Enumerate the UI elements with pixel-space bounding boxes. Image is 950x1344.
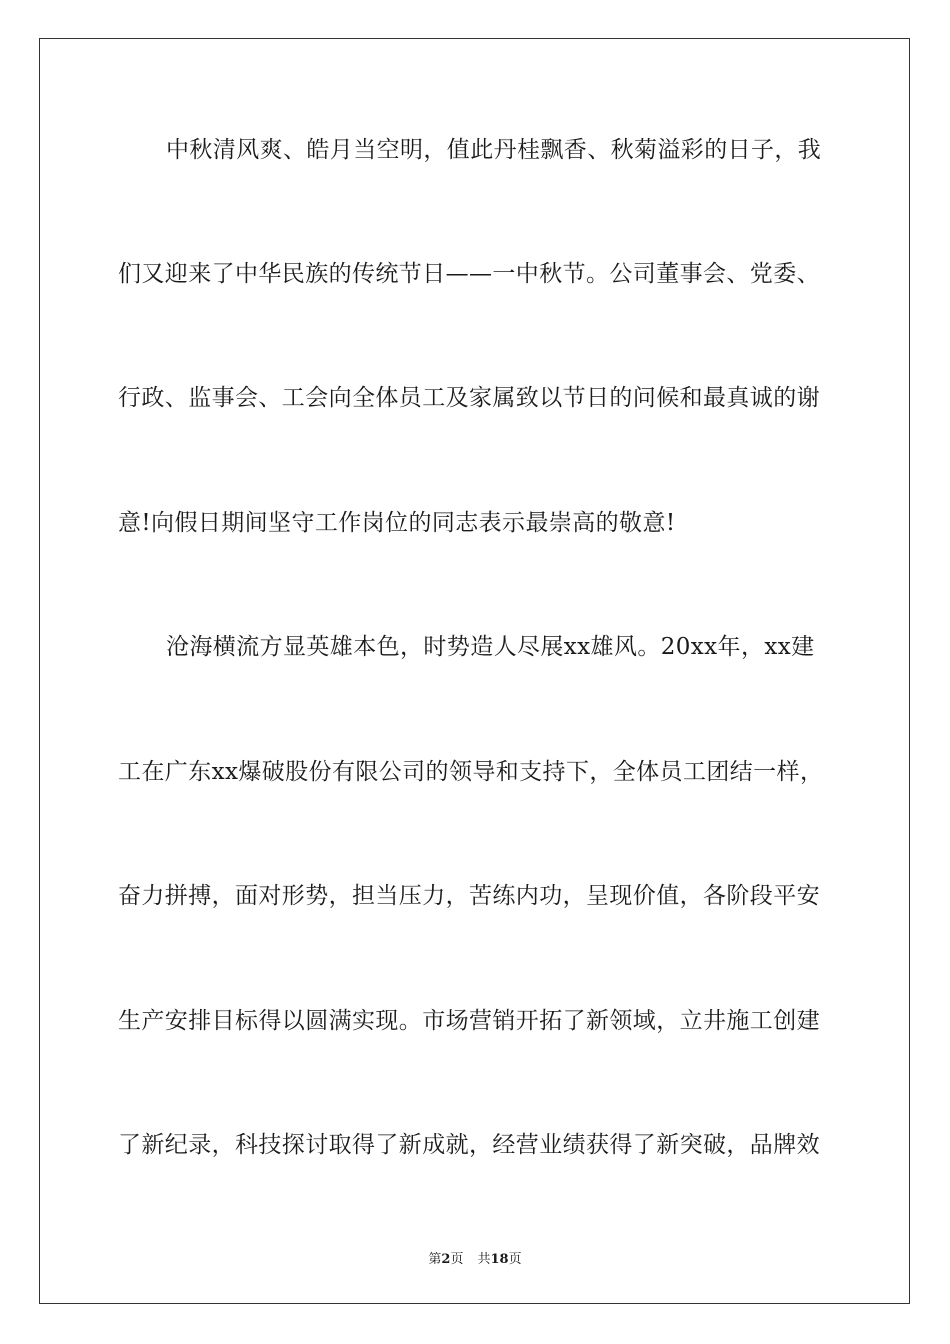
paragraph-2-line-2: 工在广东xx爆破股份有限公司的领导和支持下，全体员工团结一样， bbox=[118, 759, 824, 785]
footer-page-current: 2 bbox=[441, 1252, 451, 1267]
footer-page-prefix: 第 bbox=[428, 1252, 442, 1267]
paragraph-1-line-4: 意!向假日期间坚守工作岗位的同志表示最崇高的敬意! bbox=[118, 510, 676, 536]
page-border bbox=[39, 38, 910, 1304]
paragraph-2-line-5: 了新纪录，科技探讨取得了新成就，经营业绩获得了新突破，品牌效 bbox=[118, 1132, 820, 1158]
footer-total-suffix: 页 bbox=[508, 1252, 522, 1267]
page-footer bbox=[0, 1248, 950, 1267]
footer-total-prefix: 共 bbox=[477, 1252, 491, 1267]
paragraph-1-line-2: 们又迎来了中华民族的传统节日——一中秋节。公司董事会、党委、 bbox=[118, 261, 820, 287]
footer-page-suffix: 页 bbox=[450, 1252, 464, 1267]
paragraph-2-line-1: 沧海横流方显英雄本色，时势造人尽展xx雄风。20xx年，xx建 bbox=[166, 634, 815, 660]
paragraph-1-line-3: 行政、监事会、工会向全体员工及家属致以节日的问候和最真诚的谢 bbox=[118, 385, 820, 411]
paragraph-2-line-3: 奋力拼搏，面对形势，担当压力，苦练内功，呈现价值，各阶段平安 bbox=[118, 883, 820, 909]
paragraph-1-line-1: 中秋清风爽、皓月当空明，值此丹桂飘香、秋菊溢彩的日子，我 bbox=[166, 137, 822, 163]
footer-page-total: 18 bbox=[490, 1252, 509, 1267]
paragraph-2-line-4: 生产安排目标得以圆满实现。市场营销开拓了新领域，立井施工创建 bbox=[118, 1008, 820, 1034]
